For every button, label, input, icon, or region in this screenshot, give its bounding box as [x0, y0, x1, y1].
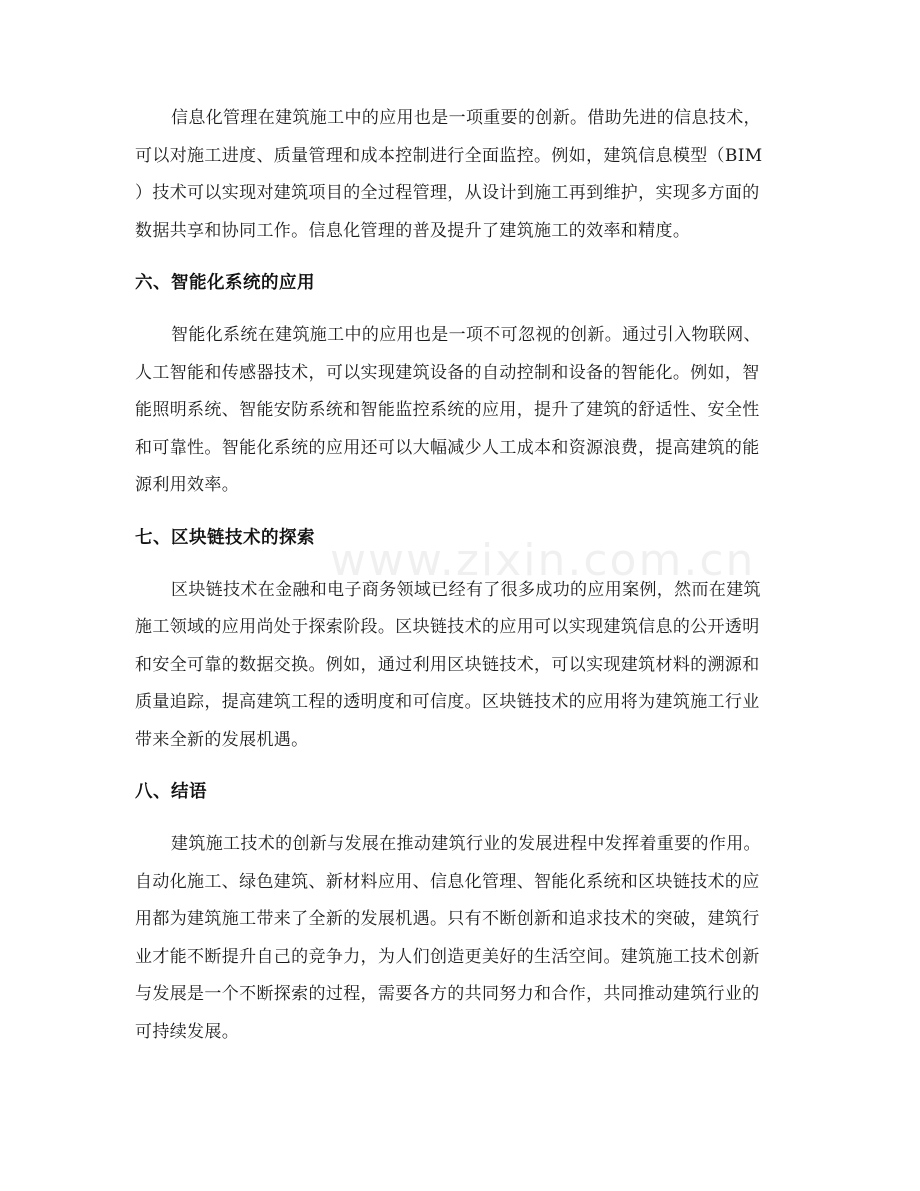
section-heading-blockchain: 七、区块链技术的探索 — [135, 527, 315, 548]
paragraph-line: 与发展是一个不断探索的过程，需要各方的共同努力和合作，共同推动建筑行业的 — [135, 984, 760, 1004]
paragraph-conclusion — [135, 826, 785, 1051]
section-heading-intelligent-systems: 六、智能化系统的应用 — [135, 273, 315, 293]
paragraph-line: 和可靠性。智能化系统的应用还可以大幅减少人工成本和资源浪费，提高建筑的能 — [135, 437, 760, 458]
paragraph-line: 质量追踪，提高建筑工程的透明度和可信度。区块链技术的应用将为建筑施工行业 — [135, 692, 760, 712]
paragraph-line: 数据共享和协同工作。信息化管理的普及提升了建筑施工的效率和精度。 — [135, 220, 691, 241]
paragraph-line: 自动化施工、绿色建筑、新材料应用、信息化管理、智能化系统和区块链技术的应 — [135, 871, 760, 892]
paragraph-blockchain — [135, 572, 785, 760]
paragraph-line: 人工智能和传感器技术，可以实现建筑设备的自动控制和设备的智能化。例如，智 — [135, 362, 760, 383]
paragraph-line: 源利用效率。 — [135, 475, 240, 495]
paragraph-line: ）技术可以实现对建筑项目的全过程管理，从设计到施工再到维护，实现多方面的 — [135, 183, 760, 203]
paragraph-line: 信息化管理在建筑施工中的应用也是一项重要的创新。借助先进的信息技术， — [171, 108, 761, 128]
paragraph-line: 用都为建筑施工带来了全新的发展机遇。只有不断创新和追求技术的突破，建筑行 — [135, 909, 760, 929]
paragraph-line: 可持续发展。 — [135, 1021, 240, 1042]
watermark: www.zixin.com.cn — [330, 535, 756, 586]
paragraph-line: 智能化系统在建筑施工中的应用也是一项不可忽视的创新。通过引入物联网、 — [171, 325, 761, 345]
paragraph-line: 能照明系统、智能安防系统和智能监控系统的应用，提升了建筑的舒适性、安全性 — [135, 400, 760, 420]
document-page — [135, 100, 785, 1051]
section-heading-conclusion: 八、结语 — [135, 782, 207, 802]
paragraph-line: 建筑施工技术的创新与发展在推动建筑行业的发展进程中发挥着重要的作用。 — [171, 834, 761, 854]
paragraph-line: 施工领域的应用尚处于探索阶段。区块链技术的应用可以实现建筑信息的公开透明 — [135, 617, 760, 637]
paragraph-line: 带来全新的发展机遇。 — [135, 729, 309, 750]
paragraph-line: 和安全可靠的数据交换。例如，通过利用区块链技术，可以实现建筑材料的溯源和 — [135, 654, 760, 675]
paragraph-line: 区块链技术在金融和电子商务领域已经有了很多成功的应用案例，然而在建筑 — [171, 579, 761, 600]
paragraph-line: 业才能不断提升自己的竞争力，为人们创造更美好的生活空间。建筑施工技术创新 — [135, 946, 760, 967]
paragraph-intelligent-systems — [135, 317, 785, 505]
paragraph-info-management — [135, 100, 785, 250]
paragraph-line: 可以对施工进度、质量管理和成本控制进行全面监控。例如，建筑信息模型（BIM — [135, 145, 763, 166]
